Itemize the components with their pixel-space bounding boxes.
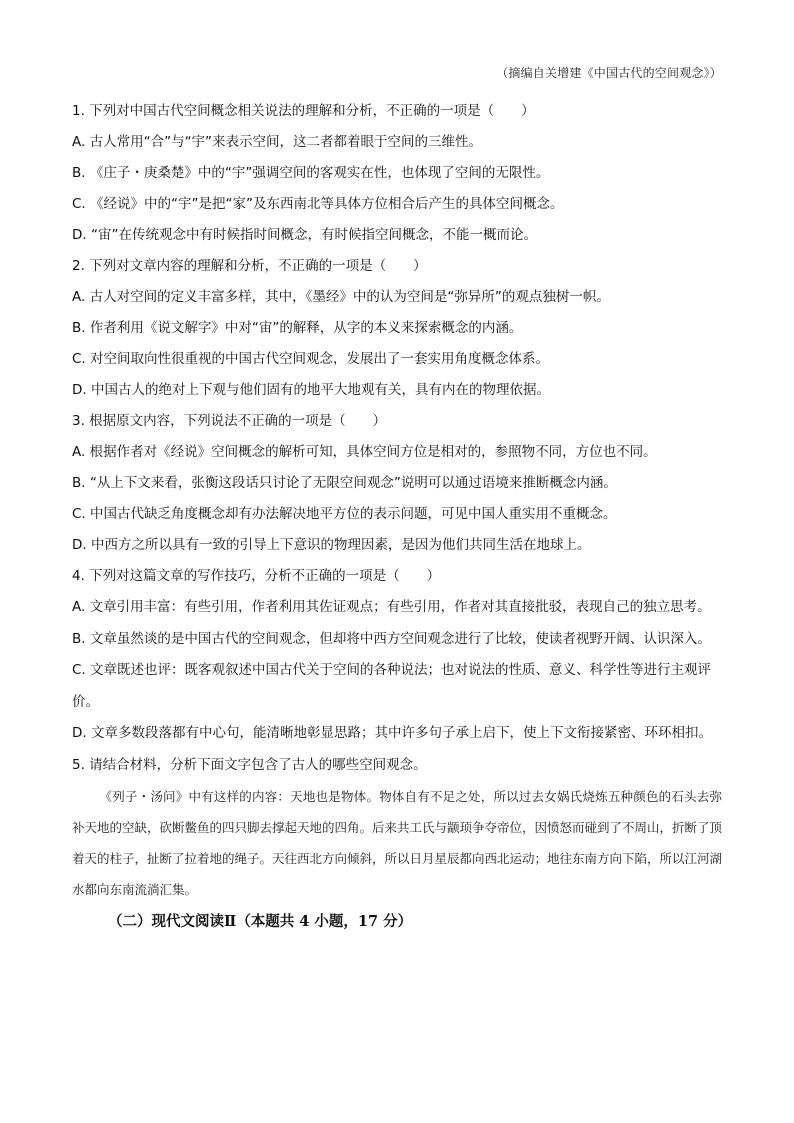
section-heading: （二）现代文阅读Ⅱ（本题共 4 小题，17 分） — [108, 912, 413, 930]
quoted-passage: 《列子・汤问》中有这样的内容：天地也是物体。物体自有不足之处，所以过去女娲氏烧炼五种颜色的石头去弥补天地的空缺，砍断鳖鱼的四只脚去撑起天地的四角。后来共工氏与颛顼争夺帝位，因愤怒而碰到了不周山，折断了顶着天的柱子，扯断了拉着地的绳子。天往西北方向倾斜，所以日月星辰都向西北运动；地往东南方向下陷，所以江河湖水都向东南流淌汇集。 — [72, 788, 723, 897]
option-a: A. 文章引用丰富：有些引用，作者利用其佐证观点；有些引用，作者对其直接批驳，表现自己的独立思考。 — [72, 599, 711, 615]
question-list — [72, 96, 722, 939]
option-d: D. 中国古人的绝对上下观与他们固有的地平大地观有关，具有内在的物理依据。 — [72, 382, 550, 398]
question-stem: 4. 下列对这篇文章的写作技巧，分析不正确的一项是（ ） — [72, 568, 441, 584]
question-stem: 5. 请结合材料，分析下面文字包含了古人的哪些空间观念。 — [72, 756, 427, 773]
option-b: B. 《庄子・庚桑楚》中的“宇”强调空间的客观实在性，也体现了空间的无限性。 — [72, 165, 550, 181]
option-d: D. 文章多数段落都有中心句，能清晰地彰显思路；其中许多句子承上启下，使上下文衔接紧密、环环相扣。 — [72, 725, 712, 741]
question-stem: 2. 下列对文章内容的理解和分析，不正确的一项是（ ） — [72, 258, 427, 274]
option-d: D. “宙”在传统观念中有时候指时间概念，有时候指空间概念，不能一概而论。 — [72, 227, 537, 243]
option-a: A. 根据作者对《经说》空间概念的解析可知，具体空间方位是相对的，参照物不同，方位也不同。 — [72, 444, 657, 460]
option-c: C. 文章既述也评：既客观叙述中国古代关于空间的各种说法；也对说法的性质、意义、科学性等进行主观评价。 — [72, 662, 712, 710]
option-b: B. “从上下文来看，张衡这段话只讨论了无限空间观念”说明可以通过语境来推断概念内涵。 — [72, 475, 617, 491]
question-stem: 3. 根据原文内容，下列说法不正确的一项是（ ） — [72, 413, 387, 429]
option-a: A. 古人常用“合”与“宇”来表示空间，这二者都着眼于空间的三维性。 — [72, 134, 483, 150]
option-c: C. 《经说》中的“宇”是把“家”及东西南北等具体方位相合后产生的具体空间概念。 — [72, 196, 564, 212]
option-c: C. 对空间取向性很重视的中国古代空间观念，发展出了一套实用角度概念体系。 — [72, 351, 550, 367]
option-a: A. 古人对空间的定义丰富多样，其中，《墨经》中的认为空间是“弥异所”的观点独树一帜。 — [72, 289, 610, 305]
option-d: D. 中西方之所以具有一致的引导上下意识的物理因素，是因为他们共同生活在地球上。 — [72, 537, 591, 553]
question-stem: 1. 下列对中国古代空间概念相关说法的理解和分析，不正确的一项是（ ） — [72, 103, 535, 119]
option-b: B. 作者利用《说文解字》中对“宙”的解释，从字的本义来探索概念的内涵。 — [72, 320, 523, 336]
source-citation: （摘编自关增建《中国古代的空间观念》） — [496, 66, 722, 80]
option-b: B. 文章虽然谈的是中国古代的空间观念，但却将中西方空间观念进行了比较，使读者视野开阔、认识深入。 — [72, 630, 711, 647]
option-c: C. 中国古代缺乏角度概念却有办法解决地平方位的表示问题，可见中国人重实用不重概念。 — [72, 506, 617, 522]
